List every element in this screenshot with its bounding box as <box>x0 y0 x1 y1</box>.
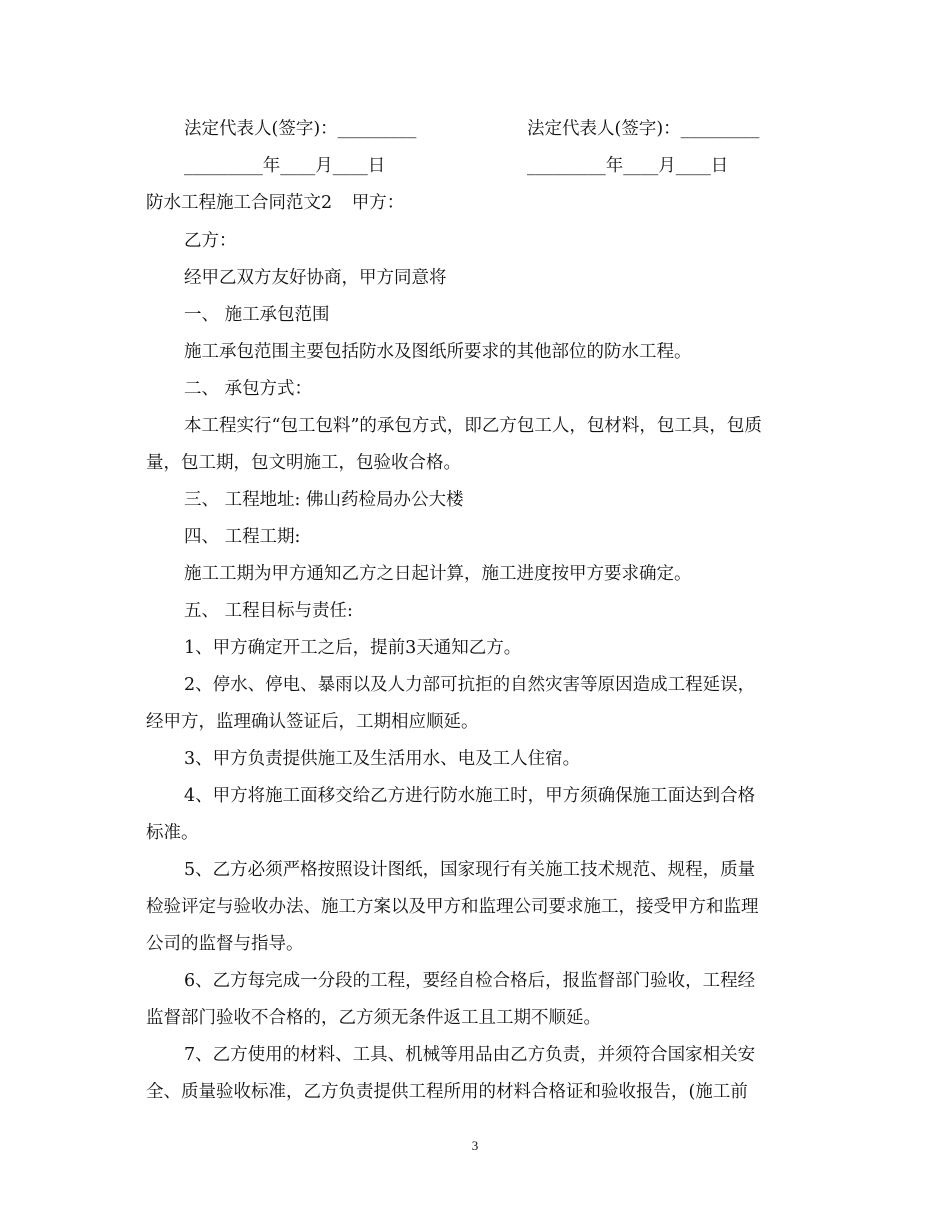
paragraph-line: 检验评定与验收办法、施工方案以及甲方和监理公司要求施工，接受甲方和监理 <box>146 897 759 917</box>
section-heading: 二、 承包方式： <box>184 379 313 399</box>
paragraph-line: 1、甲方确定开工之后，提前3天通知乙方。 <box>184 638 522 658</box>
document-title: 防水工程施工合同范文2 甲方： <box>146 193 405 213</box>
paragraph-line: 标准。 <box>146 823 199 843</box>
paragraph-line: 施工承包范围主要包括防水及图纸所要求的其他部位的防水工程。 <box>184 342 692 362</box>
page-number: 3 <box>471 1138 479 1153</box>
paragraph-line: 经甲乙双方友好协商，甲方同意将 <box>184 268 447 288</box>
section-heading: 三、 工程地址: 佛山药检局办公大楼 <box>184 490 464 510</box>
paragraph-line: 监督部门验收不合格的，乙方须无条件返工且工期不顺延。 <box>146 1008 601 1028</box>
section-heading: 一、 施工承包范围 <box>184 305 330 325</box>
paragraph-line: 全、质量验收标准，乙方负责提供工程所用的材料合格证和验收报告，(施工前 <box>146 1082 748 1102</box>
left-signature-date: _________年____月____日 <box>184 156 386 176</box>
paragraph-line: 乙方： <box>184 231 237 251</box>
paragraph-line: 6、乙方每完成一分段的工程，要经自检合格后，报监督部门验收，工程经 <box>184 971 756 991</box>
paragraph-line: 经甲方，监理确认签证后，工期相应顺延。 <box>146 712 479 732</box>
paragraph-line: 5、乙方必须严格按照设计图纸，国家现行有关施工技术规范、规程，质量 <box>184 860 756 880</box>
paragraph-line: 4、甲方将施工面移交给乙方进行防水施工时，甲方须确保施工面达到合格 <box>184 786 756 806</box>
paragraph-line: 量，包工期，包文明施工，包验收合格。 <box>146 453 461 473</box>
left-representative-signature: 法定代表人(签字)：_________ <box>184 119 417 139</box>
right-representative-signature: 法定代表人(签字)：_________ <box>527 119 760 139</box>
paragraph-line: 本工程实行“包工包料”的承包方式，即乙方包工人，包材料，包工具，包质 <box>184 416 762 436</box>
paragraph-line: 3、甲方负责提供施工及生活用水、电及工人住宿。 <box>184 749 581 769</box>
paragraph-line: 公司的监督与指导。 <box>146 934 304 954</box>
paragraph-line: 施工工期为甲方通知乙方之日起计算，施工进度按甲方要求确定。 <box>184 564 692 584</box>
right-signature-date: _________年____月____日 <box>527 156 729 176</box>
paragraph-line: 2、停水、停电、暴雨以及人力部可抗拒的自然灾害等原因造成工程延误， <box>184 675 756 695</box>
paragraph-line: 7、乙方使用的材料、工具、机械等用品由乙方负责，并须符合国家相关安 <box>184 1045 756 1065</box>
section-heading: 四、 工程工期: <box>184 527 301 547</box>
section-heading: 五、 工程目标与责任: <box>184 601 353 621</box>
